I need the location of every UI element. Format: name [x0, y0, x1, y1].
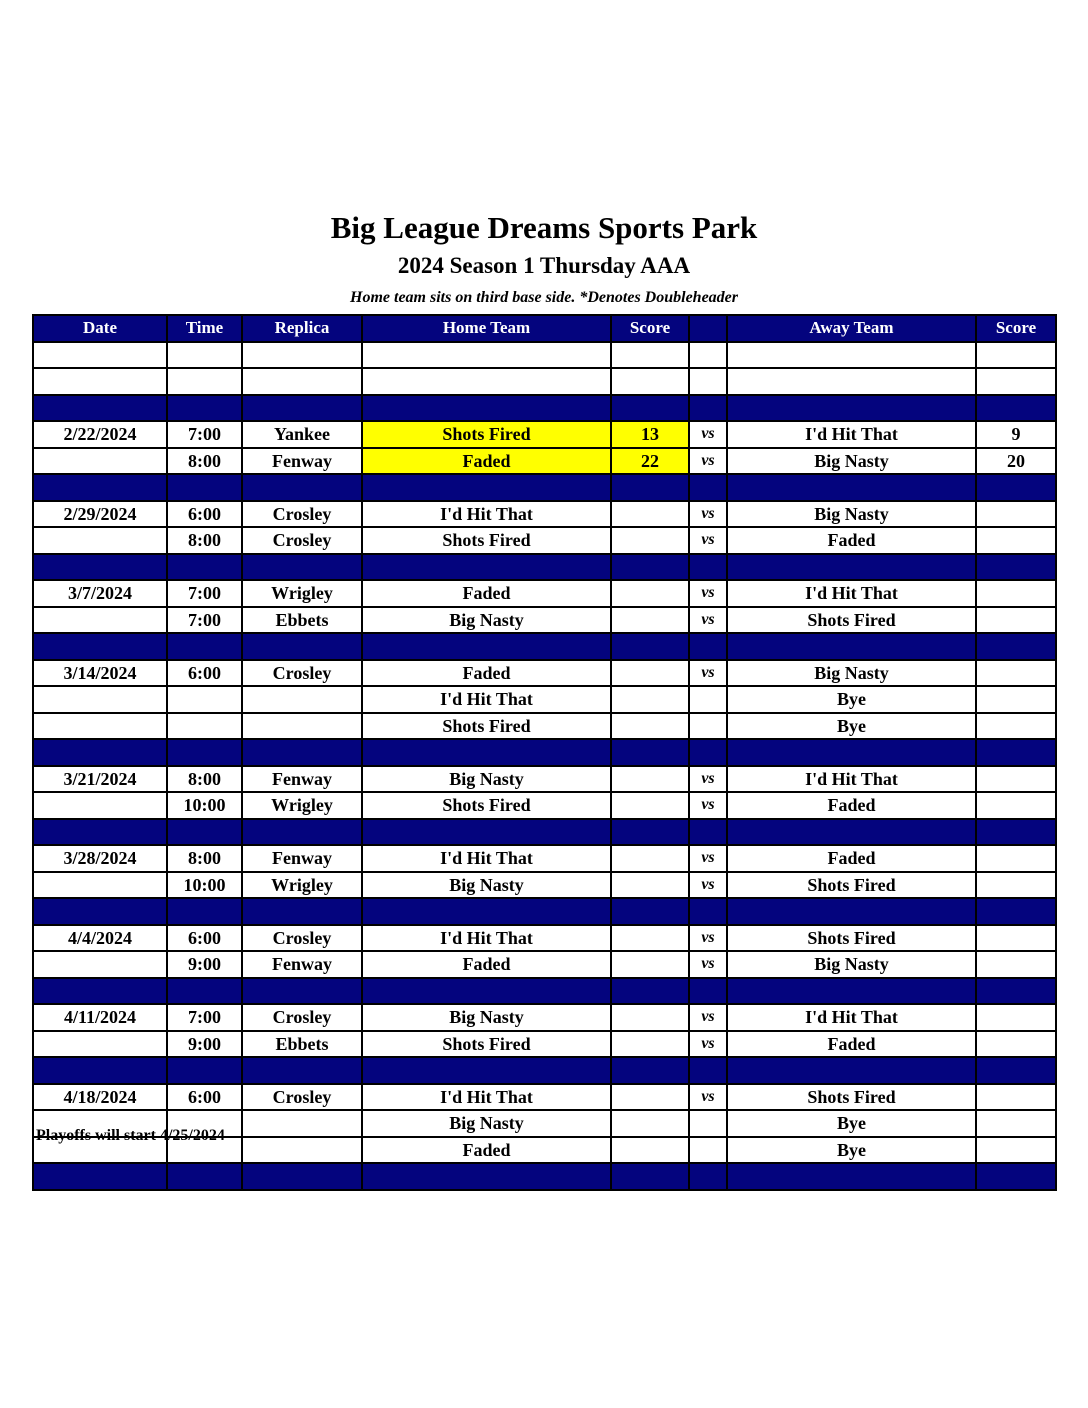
table-row — [33, 686, 1056, 713]
cell-home-team: Faded — [362, 580, 611, 607]
cell-home-team: Shots Fired — [362, 792, 611, 819]
cell-away-team — [727, 554, 976, 581]
cell-vs — [689, 1163, 727, 1190]
cell-date — [33, 554, 167, 581]
cell-vs — [689, 554, 727, 581]
cell-away-team — [727, 474, 976, 501]
cell-vs: vs — [689, 1031, 727, 1058]
separator-row — [33, 1057, 1056, 1084]
cell-date: 3/14/2024 — [33, 660, 167, 687]
cell-away-score — [976, 342, 1056, 369]
cell-home-score — [611, 554, 689, 581]
cell-date — [33, 951, 167, 978]
cell-away-team: Bye — [727, 713, 976, 740]
cell-away-score — [976, 474, 1056, 501]
cell-time — [167, 368, 242, 395]
cell-away-team: Faded — [727, 845, 976, 872]
cell-time — [167, 342, 242, 369]
cell-time — [167, 898, 242, 925]
cell-home-team — [362, 819, 611, 846]
cell-away-team: I'd Hit That — [727, 421, 976, 448]
table-row — [33, 1084, 1056, 1111]
schedule-note: Home team sits on third base side. *Denotes Doubleheader — [350, 289, 738, 306]
cell-replica: Crosley — [242, 660, 362, 687]
cell-time: 9:00 — [167, 951, 242, 978]
cell-home-team: I'd Hit That — [362, 1084, 611, 1111]
cell-away-score — [976, 978, 1056, 1005]
playoffs-note: Playoffs will start 4/25/2024 — [36, 1127, 225, 1144]
cell-date — [33, 898, 167, 925]
cell-date: 2/29/2024 — [33, 501, 167, 528]
cell-away-team — [727, 978, 976, 1005]
cell-time: 8:00 — [167, 766, 242, 793]
cell-replica — [242, 554, 362, 581]
cell-replica — [242, 1110, 362, 1137]
schedule-table — [32, 314, 1057, 1191]
cell-time: 7:00 — [167, 607, 242, 634]
table-row — [33, 792, 1056, 819]
table-row — [33, 1031, 1056, 1058]
separator-row — [33, 633, 1056, 660]
cell-date — [33, 607, 167, 634]
cell-vs: vs — [689, 580, 727, 607]
cell-home-team — [362, 368, 611, 395]
cell-time — [167, 633, 242, 660]
cell-home-team — [362, 978, 611, 1005]
cell-replica: Crosley — [242, 501, 362, 528]
table-row — [33, 421, 1056, 448]
table-row — [33, 925, 1056, 952]
cell-home-score: 13 — [611, 421, 689, 448]
cell-home-team: Big Nasty — [362, 872, 611, 899]
cell-away-score — [976, 872, 1056, 899]
cell-home-team: Faded — [362, 951, 611, 978]
cell-replica — [242, 819, 362, 846]
cell-home-score — [611, 607, 689, 634]
col-header-away-team: Away Team — [727, 315, 976, 342]
cell-vs: vs — [689, 925, 727, 952]
cell-away-team — [727, 898, 976, 925]
cell-away-score — [976, 1163, 1056, 1190]
cell-home-score — [611, 845, 689, 872]
cell-replica — [242, 474, 362, 501]
cell-replica — [242, 686, 362, 713]
cell-away-team: Bye — [727, 1137, 976, 1164]
cell-away-team: Big Nasty — [727, 448, 976, 475]
table-row — [33, 1004, 1056, 1031]
cell-date — [33, 1163, 167, 1190]
cell-away-score — [976, 633, 1056, 660]
cell-away-score — [976, 607, 1056, 634]
cell-home-team: Shots Fired — [362, 1031, 611, 1058]
cell-home-team: Shots Fired — [362, 421, 611, 448]
cell-away-team: Shots Fired — [727, 872, 976, 899]
cell-away-score — [976, 819, 1056, 846]
cell-vs — [689, 1110, 727, 1137]
cell-home-team: Faded — [362, 448, 611, 475]
cell-replica — [242, 342, 362, 369]
cell-away-score — [976, 898, 1056, 925]
separator-row — [33, 739, 1056, 766]
cell-away-score: 20 — [976, 448, 1056, 475]
cell-home-score — [611, 368, 689, 395]
cell-away-team: Big Nasty — [727, 951, 976, 978]
cell-away-team — [727, 633, 976, 660]
cell-away-score — [976, 368, 1056, 395]
cell-home-score — [611, 1004, 689, 1031]
page-title: Big League Dreams Sports Park — [330, 210, 758, 245]
table-row — [33, 342, 1056, 369]
cell-away-score — [976, 925, 1056, 952]
cell-replica — [242, 739, 362, 766]
cell-home-team — [362, 633, 611, 660]
cell-away-team: Shots Fired — [727, 1084, 976, 1111]
cell-vs — [689, 819, 727, 846]
header-row — [33, 315, 1056, 342]
cell-away-score — [976, 1004, 1056, 1031]
cell-home-score — [611, 792, 689, 819]
cell-date — [33, 342, 167, 369]
table-row — [33, 845, 1056, 872]
cell-time: 7:00 — [167, 1004, 242, 1031]
cell-away-team — [727, 739, 976, 766]
separator-row — [33, 898, 1056, 925]
cell-time: 9:00 — [167, 1031, 242, 1058]
cell-away-team: Big Nasty — [727, 501, 976, 528]
cell-home-score — [611, 501, 689, 528]
cell-date — [33, 527, 167, 554]
cell-time: 8:00 — [167, 448, 242, 475]
cell-away-team — [727, 342, 976, 369]
table-row — [33, 951, 1056, 978]
cell-away-score — [976, 1031, 1056, 1058]
cell-away-team — [727, 368, 976, 395]
cell-date — [33, 1057, 167, 1084]
cell-away-score — [976, 686, 1056, 713]
cell-replica: Yankee — [242, 421, 362, 448]
cell-home-team — [362, 1163, 611, 1190]
cell-vs: vs — [689, 1084, 727, 1111]
cell-away-team: I'd Hit That — [727, 580, 976, 607]
cell-home-team: I'd Hit That — [362, 845, 611, 872]
cell-date — [33, 713, 167, 740]
cell-time — [167, 819, 242, 846]
cell-date — [33, 1031, 167, 1058]
separator-row — [33, 978, 1056, 1005]
cell-away-score — [976, 1110, 1056, 1137]
cell-time: 10:00 — [167, 872, 242, 899]
cell-away-score — [976, 660, 1056, 687]
cell-date: 4/4/2024 — [33, 925, 167, 952]
cell-replica: Fenway — [242, 845, 362, 872]
cell-vs — [689, 474, 727, 501]
cell-vs — [689, 686, 727, 713]
cell-away-score — [976, 580, 1056, 607]
cell-replica: Fenway — [242, 766, 362, 793]
cell-away-score: 9 — [976, 421, 1056, 448]
cell-home-team — [362, 554, 611, 581]
cell-away-score — [976, 951, 1056, 978]
cell-time: 6:00 — [167, 660, 242, 687]
cell-time — [167, 978, 242, 1005]
cell-date: 4/18/2024 — [33, 1084, 167, 1111]
cell-home-team — [362, 1057, 611, 1084]
cell-away-team: Big Nasty — [727, 660, 976, 687]
cell-away-score — [976, 554, 1056, 581]
page-subtitle: 2024 Season 1 Thursday AAA — [397, 253, 691, 278]
cell-away-score — [976, 766, 1056, 793]
cell-home-team: I'd Hit That — [362, 925, 611, 952]
cell-home-score — [611, 925, 689, 952]
cell-away-team: Shots Fired — [727, 607, 976, 634]
table-row — [33, 607, 1056, 634]
cell-replica: Crosley — [242, 527, 362, 554]
cell-vs: vs — [689, 660, 727, 687]
cell-vs: vs — [689, 421, 727, 448]
cell-replica: Wrigley — [242, 792, 362, 819]
cell-away-team: Bye — [727, 686, 976, 713]
schedule-body — [33, 342, 1056, 1190]
cell-replica — [242, 1163, 362, 1190]
cell-time: 6:00 — [167, 925, 242, 952]
cell-away-team: I'd Hit That — [727, 766, 976, 793]
cell-away-score — [976, 1057, 1056, 1084]
cell-away-score — [976, 1137, 1056, 1164]
cell-vs: vs — [689, 951, 727, 978]
cell-date — [33, 474, 167, 501]
cell-home-score — [611, 527, 689, 554]
cell-vs — [689, 342, 727, 369]
col-header-home-score: Score — [611, 315, 689, 342]
cell-home-team: Big Nasty — [362, 607, 611, 634]
cell-replica: Crosley — [242, 1084, 362, 1111]
cell-replica — [242, 978, 362, 1005]
cell-time: 8:00 — [167, 527, 242, 554]
cell-home-team — [362, 474, 611, 501]
separator-row — [33, 395, 1056, 422]
cell-date — [33, 792, 167, 819]
cell-date: 3/28/2024 — [33, 845, 167, 872]
cell-home-team: Shots Fired — [362, 713, 611, 740]
cell-home-score — [611, 872, 689, 899]
cell-vs — [689, 1137, 727, 1164]
col-header-date: Date — [33, 315, 167, 342]
separator-row — [33, 474, 1056, 501]
col-header-home-team: Home Team — [362, 315, 611, 342]
cell-replica — [242, 368, 362, 395]
cell-home-team: Shots Fired — [362, 527, 611, 554]
cell-home-score — [611, 951, 689, 978]
cell-replica: Fenway — [242, 951, 362, 978]
cell-date: 2/22/2024 — [33, 421, 167, 448]
separator-row — [33, 819, 1056, 846]
table-row — [33, 368, 1056, 395]
cell-away-score — [976, 501, 1056, 528]
cell-home-score — [611, 739, 689, 766]
col-header-replica: Replica — [242, 315, 362, 342]
cell-home-score — [611, 978, 689, 1005]
cell-away-team: Faded — [727, 527, 976, 554]
cell-home-score — [611, 633, 689, 660]
cell-home-score — [611, 580, 689, 607]
cell-away-team: Shots Fired — [727, 925, 976, 952]
cell-away-team: Faded — [727, 792, 976, 819]
cell-time — [167, 395, 242, 422]
table-row — [33, 501, 1056, 528]
cell-vs — [689, 1057, 727, 1084]
cell-replica: Wrigley — [242, 580, 362, 607]
cell-date — [33, 448, 167, 475]
cell-time: 7:00 — [167, 421, 242, 448]
cell-date — [33, 978, 167, 1005]
cell-date: 3/21/2024 — [33, 766, 167, 793]
cell-date — [33, 633, 167, 660]
cell-replica: Crosley — [242, 925, 362, 952]
cell-time — [167, 713, 242, 740]
cell-away-team — [727, 1163, 976, 1190]
cell-away-score — [976, 1084, 1056, 1111]
cell-away-score — [976, 713, 1056, 740]
cell-home-score — [611, 766, 689, 793]
cell-vs — [689, 978, 727, 1005]
cell-home-team: Big Nasty — [362, 1110, 611, 1137]
cell-replica: Ebbets — [242, 607, 362, 634]
cell-replica — [242, 898, 362, 925]
cell-vs — [689, 739, 727, 766]
cell-home-score — [611, 474, 689, 501]
cell-away-score — [976, 395, 1056, 422]
cell-home-team: I'd Hit That — [362, 686, 611, 713]
cell-time — [167, 739, 242, 766]
cell-away-team — [727, 819, 976, 846]
col-header-vs — [689, 315, 727, 342]
cell-home-team: I'd Hit That — [362, 501, 611, 528]
cell-time — [167, 474, 242, 501]
cell-replica: Crosley — [242, 1004, 362, 1031]
col-header-time: Time — [167, 315, 242, 342]
cell-home-score — [611, 1031, 689, 1058]
cell-vs: vs — [689, 448, 727, 475]
cell-away-team: Bye — [727, 1110, 976, 1137]
cell-home-team — [362, 395, 611, 422]
cell-home-team: Big Nasty — [362, 766, 611, 793]
cell-home-score — [611, 395, 689, 422]
cell-away-team — [727, 1057, 976, 1084]
cell-vs — [689, 395, 727, 422]
cell-time: 6:00 — [167, 1084, 242, 1111]
table-row — [33, 872, 1056, 899]
cell-replica — [242, 1137, 362, 1164]
cell-home-score — [611, 342, 689, 369]
cell-home-score — [611, 660, 689, 687]
cell-vs: vs — [689, 872, 727, 899]
cell-time: 6:00 — [167, 501, 242, 528]
cell-replica — [242, 395, 362, 422]
cell-home-score — [611, 1110, 689, 1137]
cell-replica — [242, 713, 362, 740]
cell-date — [33, 739, 167, 766]
cell-home-team — [362, 739, 611, 766]
cell-replica — [242, 633, 362, 660]
cell-away-score — [976, 845, 1056, 872]
table-row — [33, 580, 1056, 607]
cell-vs: vs — [689, 1004, 727, 1031]
cell-date — [33, 686, 167, 713]
cell-vs — [689, 633, 727, 660]
separator-row — [33, 1163, 1056, 1190]
table-row — [33, 766, 1056, 793]
cell-home-score — [611, 898, 689, 925]
cell-home-score — [611, 713, 689, 740]
cell-date: 3/7/2024 — [33, 580, 167, 607]
cell-replica: Ebbets — [242, 1031, 362, 1058]
cell-time — [167, 686, 242, 713]
cell-vs: vs — [689, 607, 727, 634]
cell-home-score: 22 — [611, 448, 689, 475]
cell-away-score — [976, 792, 1056, 819]
cell-away-team — [727, 395, 976, 422]
cell-time — [167, 554, 242, 581]
cell-date — [33, 368, 167, 395]
cell-time — [167, 1057, 242, 1084]
cell-vs — [689, 368, 727, 395]
cell-home-score — [611, 1057, 689, 1084]
separator-row — [33, 554, 1056, 581]
cell-vs: vs — [689, 766, 727, 793]
cell-home-team — [362, 898, 611, 925]
cell-replica — [242, 1057, 362, 1084]
cell-replica: Fenway — [242, 448, 362, 475]
table-row — [33, 660, 1056, 687]
cell-date — [33, 395, 167, 422]
cell-home-score — [611, 1137, 689, 1164]
cell-vs — [689, 898, 727, 925]
cell-vs: vs — [689, 527, 727, 554]
cell-time: 8:00 — [167, 845, 242, 872]
cell-away-team: I'd Hit That — [727, 1004, 976, 1031]
table-row — [33, 448, 1056, 475]
cell-home-team: Faded — [362, 1137, 611, 1164]
cell-away-score — [976, 527, 1056, 554]
cell-home-team — [362, 342, 611, 369]
cell-vs: vs — [689, 845, 727, 872]
cell-away-team: Faded — [727, 1031, 976, 1058]
cell-home-score — [611, 686, 689, 713]
cell-vs: vs — [689, 501, 727, 528]
cell-home-score — [611, 819, 689, 846]
cell-date — [33, 872, 167, 899]
cell-home-score — [611, 1163, 689, 1190]
cell-date: 4/11/2024 — [33, 1004, 167, 1031]
cell-vs — [689, 713, 727, 740]
cell-time — [167, 1163, 242, 1190]
cell-home-score — [611, 1084, 689, 1111]
cell-replica: Wrigley — [242, 872, 362, 899]
cell-away-score — [976, 739, 1056, 766]
col-header-away-score: Score — [976, 315, 1056, 342]
cell-vs: vs — [689, 792, 727, 819]
cell-time: 10:00 — [167, 792, 242, 819]
cell-date — [33, 819, 167, 846]
cell-home-team: Faded — [362, 660, 611, 687]
table-row — [33, 527, 1056, 554]
cell-time: 7:00 — [167, 580, 242, 607]
cell-home-team: Big Nasty — [362, 1004, 611, 1031]
table-row — [33, 713, 1056, 740]
